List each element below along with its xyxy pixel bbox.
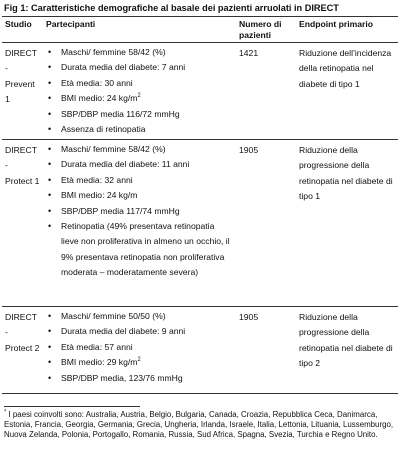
participants-list <box>46 142 233 281</box>
list-item: • Durata media del diabete: 9 anni <box>46 324 233 339</box>
bullet-glyph: • <box>48 326 52 337</box>
study-cell <box>2 43 43 140</box>
bullet-glyph: • <box>48 108 52 119</box>
table-row <box>2 307 398 394</box>
bullet-glyph: • <box>48 62 52 73</box>
demographics-table <box>2 16 398 394</box>
bullet-glyph: • <box>48 159 52 170</box>
bullet-glyph: • <box>48 174 52 185</box>
participants-cell <box>43 307 236 394</box>
list-item: • BMI medio: 24 kg/m <box>46 188 233 203</box>
footnote-divider <box>4 406 140 407</box>
header-patients <box>236 17 296 43</box>
bullet-glyph: • <box>48 221 52 232</box>
study-name-line1: DIRECT - <box>5 145 37 171</box>
list-item: • BMI medio: 24 $kg/m^2$ <box>46 91 233 106</box>
endpoint-cell: Riduzione dell’incidenza della retinopatia nel diabete di tipo 1 <box>296 43 398 140</box>
patients-count: 1905 <box>236 140 296 307</box>
list-item: • SBP/DBP media 117/74 mmHg <box>46 204 233 219</box>
bullet-glyph: • <box>48 357 52 368</box>
list-item: • SBP/DBP media, 123/76 mmHg <box>46 371 233 386</box>
table-row <box>2 43 398 140</box>
study-cell <box>2 140 43 307</box>
header-endpoint: Endpoint primario <box>296 17 398 43</box>
list-item: • BMI medio: 29 $kg/m^2$ <box>46 355 233 370</box>
list-item: • Maschi/ femmine 58/42 (%) <box>46 142 233 157</box>
patients-count: 1421 <box>236 43 296 140</box>
bullet-glyph: • <box>48 311 52 321</box>
bullet-glyph: • <box>48 93 52 104</box>
bullet-glyph: • <box>48 77 52 88</box>
figure-title: Fig 1: Caratteristiche demografiche al basale dei pazienti arruolati in DIRECT <box>4 3 339 13</box>
study-cell <box>2 307 43 394</box>
header-participants: Partecipanti <box>43 17 236 43</box>
footnote-marker: * <box>4 409 7 416</box>
bullet-glyph: • <box>48 47 52 57</box>
table-header-row <box>2 17 398 43</box>
list-item: • Età media: 57 anni <box>46 340 233 355</box>
superscript: 2 <box>137 357 141 364</box>
bullet-glyph: • <box>48 205 52 216</box>
bullet-glyph: • <box>48 341 52 352</box>
superscript: 2 <box>137 93 141 100</box>
participants-cell <box>43 140 236 307</box>
participants-list <box>46 45 233 137</box>
study-name-line2: Protect 1 <box>5 175 40 186</box>
list-item: • Durata media del diabete: 11 anni <box>46 157 233 172</box>
header-study: Studio <box>2 17 43 43</box>
list-item: • Durata media del diabete: 7 anni <box>46 60 233 75</box>
list-item: • Retinopatia (49% presentava retinopatia lieve non proliferativa in almeno un occhio, il 9% presentava retinopatia non proliferativa moderata – moderatamente severa) <box>48 221 230 278</box>
list-item: • Età media: 30 anni <box>46 76 233 91</box>
list-item: • Maschi/ femmine 58/42 (%) <box>46 45 233 60</box>
bullet-glyph: • <box>48 372 52 383</box>
participants-cell <box>43 43 236 140</box>
study-name-line2: Prevent 1 <box>5 78 35 105</box>
list-item: • Assenza di retinopatia <box>46 122 233 137</box>
study-name-line1: DIRECT - <box>5 312 37 338</box>
footnote-text: I paesi coinvolti sono: Australia, Austria, Belgio, Bulgaria, Canada, Croazia, Repubblica Ceca, Danimarca, Estonia, Francia, Georgia, Germania, Grecia, Ungheria, Irlanda, Israele, Italia, Lettonia, Lituania, Lussemburgo, Nuova Zelanda, Polonia, Portogallo, Romania, Russia, Sud Africa, Spagna, Svezia, Turchia e Regno Unito. <box>4 410 394 440</box>
footnote <box>4 410 396 441</box>
bullet-glyph: • <box>48 144 52 154</box>
study-name-line1: DIRECT - <box>5 48 37 74</box>
bullet-glyph: • <box>48 190 52 201</box>
list-item: • Maschi/ femmine 50/50 (%) <box>46 309 233 324</box>
list-item: • SBP/DBP media 116/72 mmHg <box>46 107 233 122</box>
endpoint-cell: Riduzione della progressione della retinopatia nel diabete di tipo 1 <box>296 140 398 307</box>
header-patients-line1: Numero di <box>239 19 282 29</box>
table-row <box>2 140 398 307</box>
participants-list <box>46 309 233 386</box>
patients-count: 1905 <box>236 307 296 394</box>
study-name-line2: Protect 2 <box>5 342 40 353</box>
bullet-glyph: • <box>48 124 52 135</box>
list-item: • Età media: 32 anni <box>46 173 233 188</box>
header-patients-line2: pazienti <box>239 30 271 40</box>
endpoint-cell: Riduzione della progressione della retinopatia nel diabete di tipo 2 <box>296 307 398 394</box>
